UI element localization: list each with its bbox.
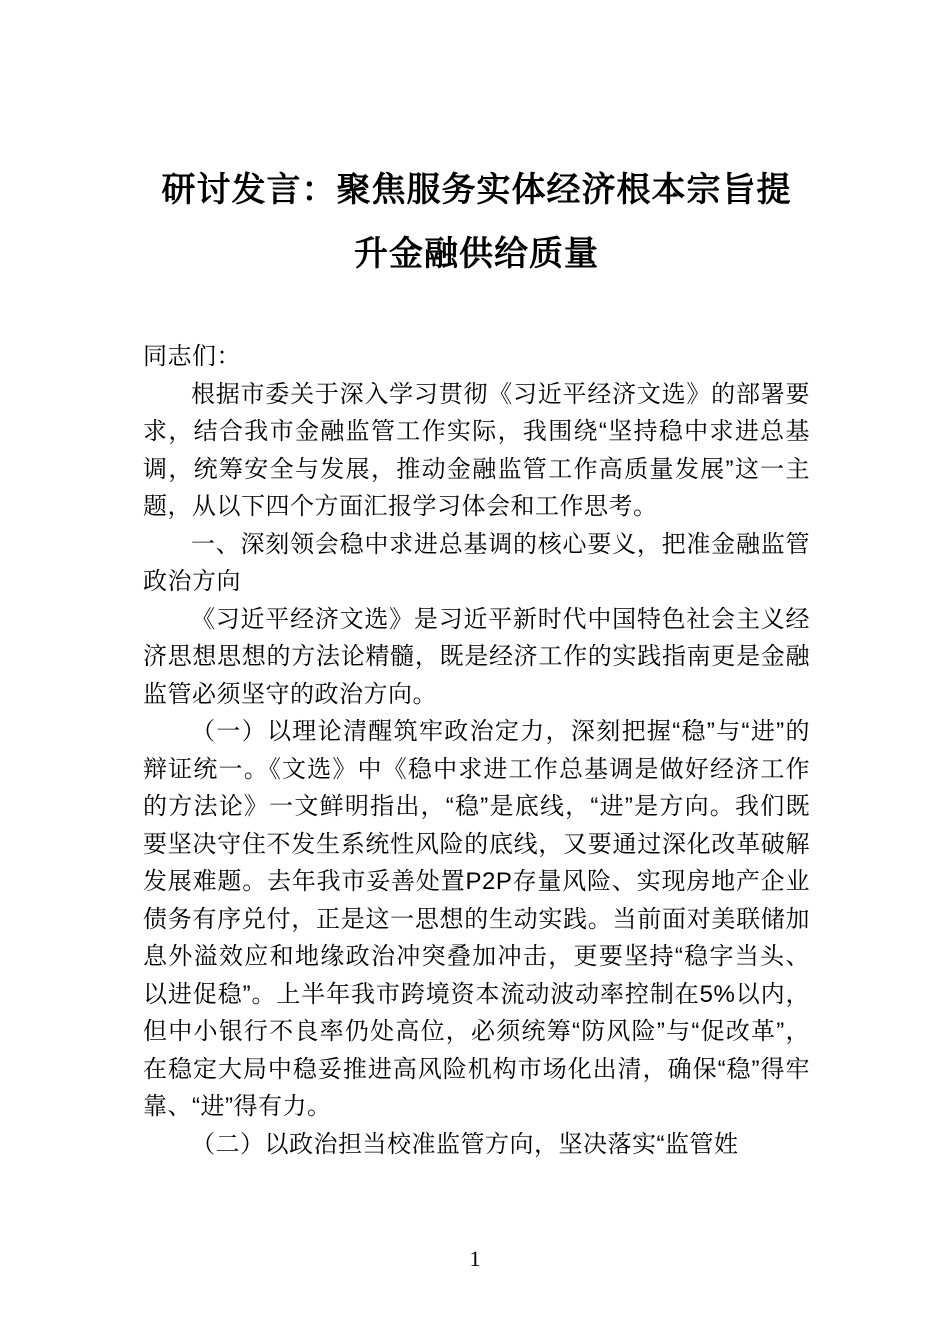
- salutation: 同志们：: [143, 343, 241, 370]
- document-title-line-2: 升金融供给质量: [354, 235, 599, 273]
- paragraph-intro: 根据市委关于深入学习贯彻《习近平经济文选》的部署要求，结合我市金融监管工作实际，我围绕“坚持稳中求进总基调，统筹安全与发展，推动金融监管工作高质量发展”这一主题，从以下四个方面汇报学习体会和工作思考。: [143, 380, 810, 520]
- page-number: 1: [469, 1246, 481, 1271]
- paragraph-subsection-2-partial: （二）以政治担当校准监管方向，坚决落实“监管姓: [191, 1130, 739, 1158]
- document-title: [143, 158, 810, 286]
- section-heading-1: 一、深刻领会稳中求进总基调的核心要义，把准金融监管政治方向: [143, 530, 810, 595]
- document-body: [143, 338, 810, 1163]
- document-title-line-1: 研讨发言：聚焦服务实体经济根本宗旨提: [161, 171, 792, 209]
- paragraph-section-1-lead: 《习近平经济文选》是习近平新时代中国特色社会主义经济思想思想的方法论精髓，既是经济工作的实践指南更是金融监管必须坚守的政治方向。: [143, 605, 810, 708]
- paragraph-subsection-1: （一）以理论清醒筑牢政治定力，深刻把握“稳”与“进”的辩证统一。《文选》中《稳中求进工作总基调是做好经济工作的方法论》一文鲜明指出，“稳”是底线，“进”是方向。我们既要坚决守住不发生系统性风险的底线，又要通过深化改革破解发展难题。去年我市妥善处置P2P存量风险、实现房地产企业债务有序兑付，正是这一思想的生动实践。当前面对美联储加息外溢效应和地缘政治冲突叠加冲击，更要坚持“稳字当头、以进促稳”。上半年我市跨境资本流动波动率控制在5%以内，但中小银行不良率仍处高位，必须统筹“防风险”与“促改革”，在稳定大局中稳妥推进高风险机构市场化出清，确保“稳”得牢靠、“进”得有力。: [143, 718, 810, 1120]
